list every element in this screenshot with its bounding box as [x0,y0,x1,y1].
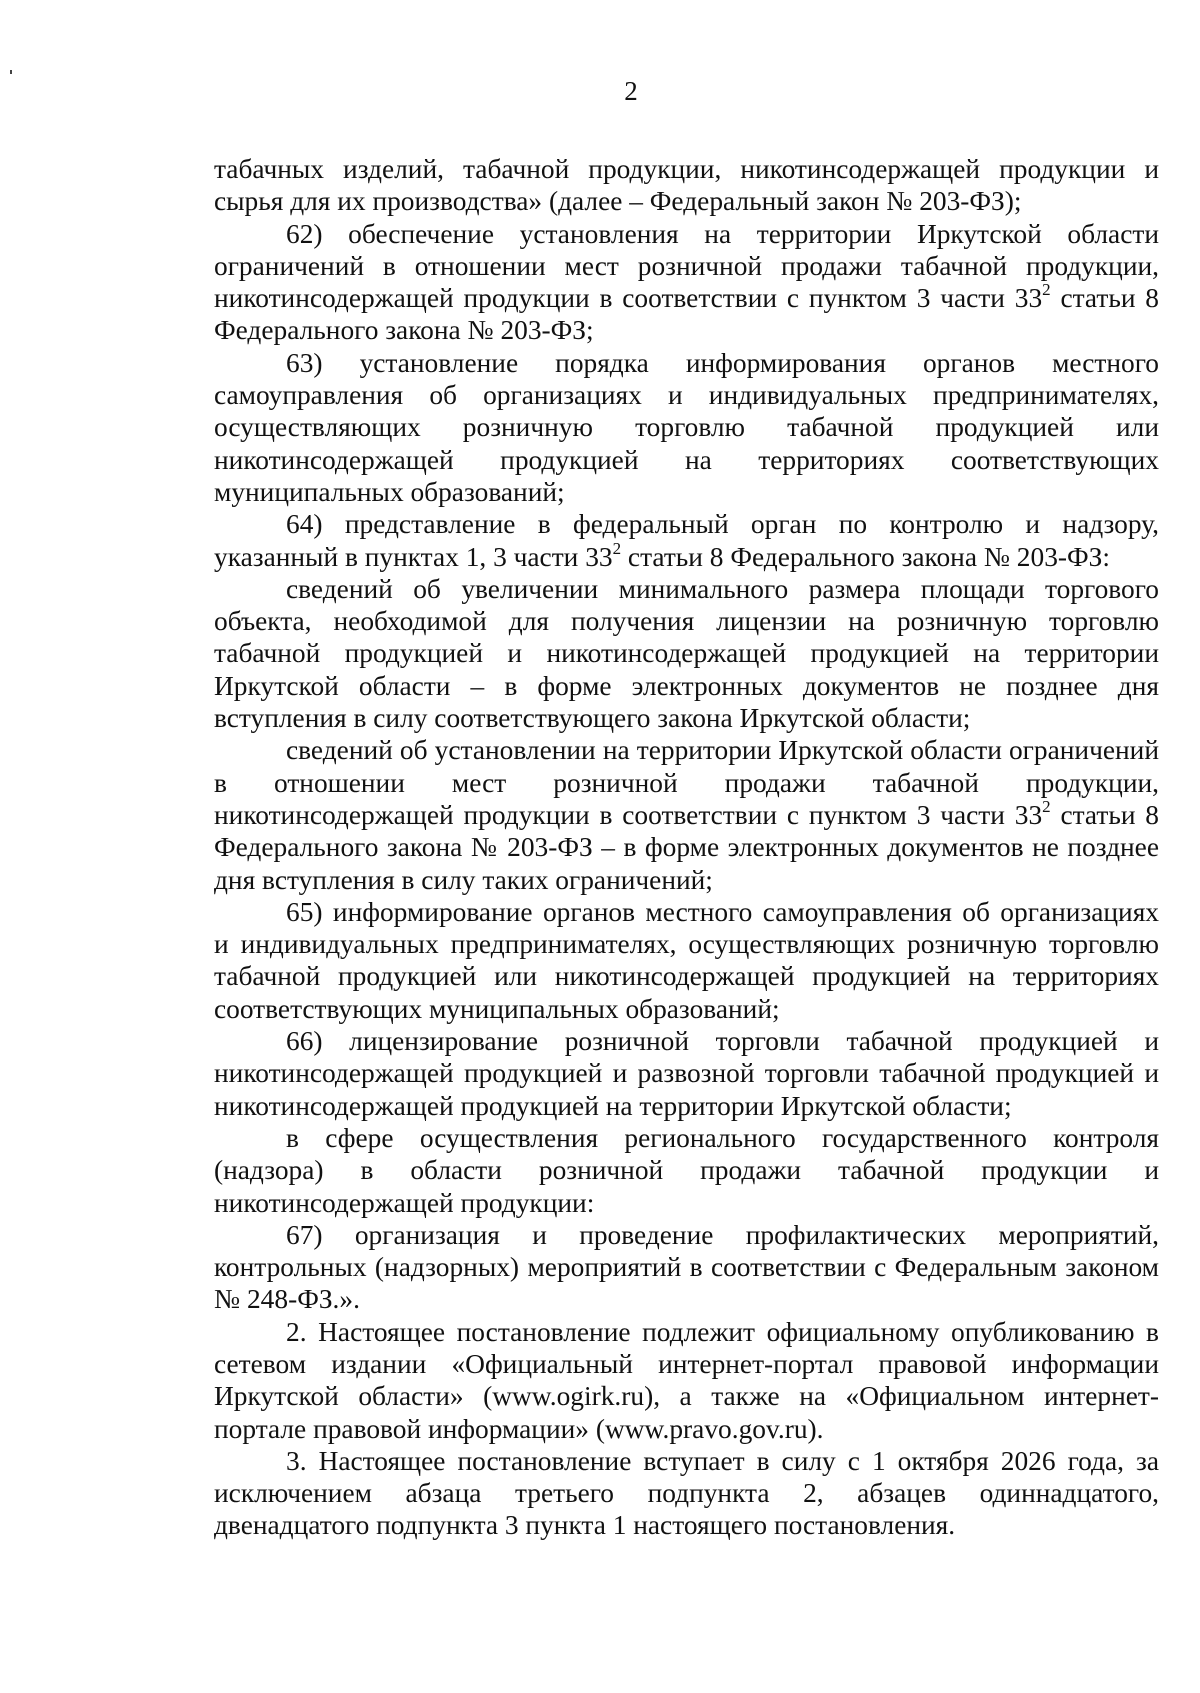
document-body [214,153,1159,1542]
paragraph-item-63: 63) установление порядка информирования органов местного самоуправления об организациях и индивидуальных предпринимателях, осуществляющих розничную торговлю табачной продукцией или никотинсодержащей продукцией на территориях соответствующих муниципальных образований; [214,347,1159,507]
superscript: 2 [1042,797,1051,817]
paragraph-item-67: 67) организация и проведение профилактических мероприятий, контрольных (надзорных) мероприятий в соответствии с Федеральным законом № 248-ФЗ.». [214,1219,1159,1315]
scan-artifact-mark [10,70,12,74]
superscript: 2 [612,538,622,558]
paragraph-item-66: 66) лицензирование розничной торговли табачной продукцией и никотинсодержащей продукцией и развозной торговли табачной продукцией и никотинсодержащей продукцией на территории Иркутской области; [214,1026,1159,1121]
paragraph-continuation: табачных изделий, табачной продукции, никотинсодержащей продукции и сырья для их производства» (далее – Федеральный закон № 203-ФЗ); [214,154,1159,217]
paragraph-item-62: 62) обеспечение установления на территории Иркутской области ограничений в отношении мест розничной продажи табачной продукции, никотинсодержащей продукции в соответствии с пунктом 3 части $33^2$ статьи 8 Федерального закона № 203-ФЗ; [214,218,1160,346]
paragraph-info-restrictions: сведений об установлении на территории Иркутской области ограничений в отношении мест розничной продажи табачной продукции, никотинсодержащей продукции в соответствии с пунктом 3 части $33^2$ статьи 8 Федерального закона № 203-ФЗ – в форме электронных документов не позднее дня вступления в силу таких ограничений; [214,735,1160,895]
page-number: 2 [624,76,638,106]
paragraph-control-sphere: в сфере осуществления регионального государственного контроля (надзора) в области розничной продажи табачной продукции и никотинсодержащей продукции: [214,1122,1159,1218]
paragraph-clause-2: 2. Настоящее постановление подлежит официальному опубликованию в сетевом издании «Официальный интернет-портал правовой информации Иркутской области» (www.ogirk.ru), а также на «Официальном интернет-портале правовой информации» (www.pravo.gov.ru). [214,1316,1159,1444]
paragraph-clause-3: 3. Настоящее постановление вступает в силу с 1 октября 2026 года, за исключением абзаца третьего подпункта 2, абзацев одиннадцатого, двенадцатого подпункта 3 пункта 1 настоящего постановления. [214,1445,1159,1541]
superscript: 2 [1042,280,1051,300]
paragraph-item-65: 65) информирование органов местного самоуправления об организациях и индивидуальных предпринимателях, осуществляющих розничную торговлю табачной продукцией или никотинсодержащей продукцией на территориях соответствующих муниципальных образований; [214,896,1159,1024]
paragraph-item-64: 64) представление в федеральный орган по контролю и надзору, указанный в пунктах 1, 3 части $33^2$ статьи 8 Федерального закона № 203-ФЗ: [214,509,1159,572]
paragraph-info-min-area: сведений об увеличении минимального размера площади торгового объекта, необходимой для получения лицензии на розничную торговлю табачной продукцией и никотинсодержащей продукцией на территории Иркутской области – в форме электронных документов не позднее дня вступления в силу соответствующего закона Иркутской области; [214,573,1159,734]
